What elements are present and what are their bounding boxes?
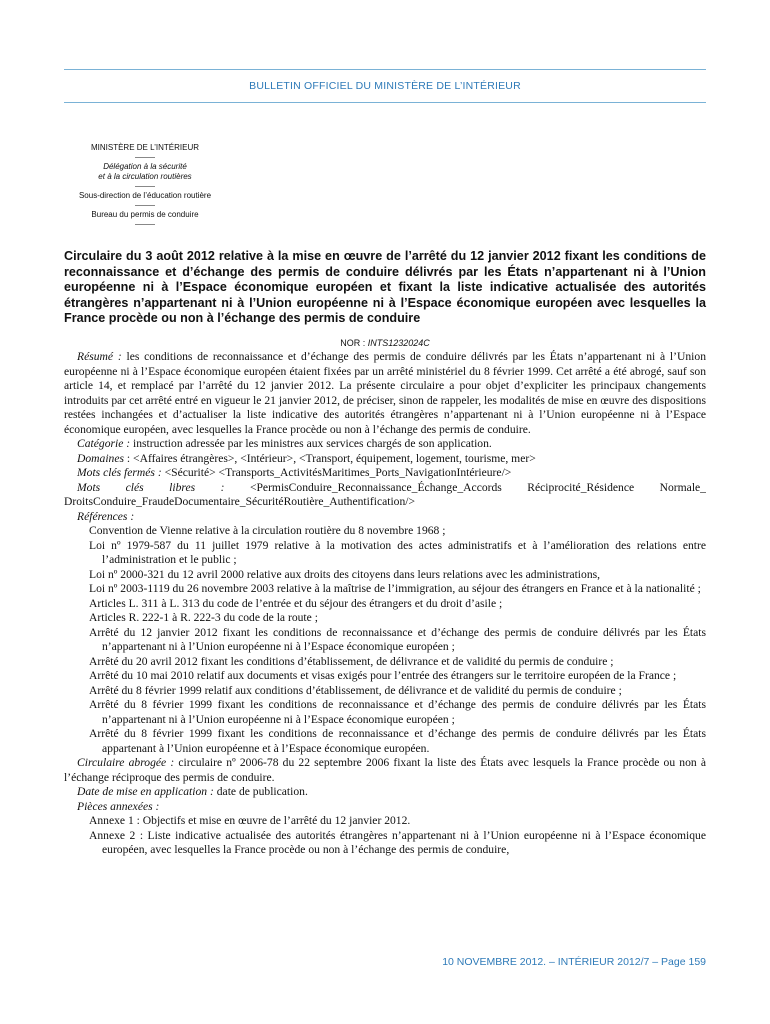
annexe-item: Annexe 2 : Liste indicative actualisée des autorités étrangères n’appartenant ni à l’Union européenne ni à l’Espace économique européen, avec lesquelles la France procède ou non à l’échange des permis de conduire, (89, 828, 706, 856)
mots-fermes-paragraph (64, 466, 706, 481)
reference-item: Arrêté du 8 février 1999 fixant les conditions de reconnaissance et d’échange des permis de conduire délivrés par les États appartenant à l’Union européenne et à l’Espace économique européen. (89, 727, 706, 755)
reference-item: Arrêté du 8 février 1999 fixant les conditions de reconnaissance et d’échange des permis de conduire délivrés par les États n’appartenant ni à l’Union européenne ni à l’Espace économique européen ; (89, 698, 706, 726)
circulaire-abrogee-paragraph (64, 756, 706, 785)
reference-item: Loi nº 2000-321 du 12 avril 2000 relative aux droits des citoyens dans leurs relations avec les administrations, (89, 567, 601, 581)
date-mise-label: Date de mise en application : (77, 785, 217, 798)
reference-item: Arrêté du 20 avril 2012 fixant les conditions d’établissement, de délivrance et de validité du permis de conduire ; (89, 654, 614, 668)
annexes-list (64, 814, 706, 858)
resume-label: Résumé : (77, 350, 127, 363)
resume-text: les conditions de reconnaissance et d’échange des permis de conduire délivrés par les États n’appartenant ni à l’Union européenne ni à l’Espace économique européen étaient fixées par un arrêté ministériel du 8 février 1999. Cet arrêté a été abrogé, sauf son article 14, et remplacé par l’arrêté du 12 janvier 2012. La présente circulaire a pour objet d’expliciter les principaux changements introduits par cet arrêté entré en vigueur le 21 janvier 2012, de préciser, sinon de rappeler, les modalités de mise en œuvre des dispositions restées inchangées et d’actualiser la liste indicative des autorités étrangères n’appartenant ni à l’Union européenne ni à l’Espace économique européen, avec lesquelles la France procède ou non à l’échange des permis de conduire. (64, 350, 706, 436)
date-mise-paragraph (64, 785, 706, 800)
separator (135, 186, 155, 187)
separator (135, 157, 155, 158)
separator (135, 224, 155, 225)
ministry-block (64, 143, 226, 229)
ministry-name: MINISTÈRE DE L’INTÉRIEUR (90, 143, 199, 152)
nor-label: NOR : (340, 338, 368, 348)
reference-item: Loi nº 1979-587 du 11 juillet 1979 relative à la motivation des actes administratifs et à l’amélioration des relations entre l’administration et le public ; (89, 538, 706, 566)
nor-value: INTS1232024C (367, 338, 430, 348)
mots-libres-paragraph (64, 481, 706, 510)
header-top-rule (64, 69, 706, 70)
subdirection: Sous-direction de l’éducation routière (78, 191, 212, 200)
reference-item: Articles R. 222-1 à R. 222-3 du code de la route ; (89, 611, 318, 624)
bulletin-header: BULLETIN OFFICIEL DU MINISTÈRE DE L’INTÉRIEUR (249, 80, 521, 92)
domaines-paragraph (64, 452, 706, 467)
reference-item: Convention de Vienne relative à la circulation routière du 8 novembre 1968 ; (89, 524, 446, 537)
mots-libres-text: <PermisConduire_Reconnaissance_Échange_Accords Réciprocité_Résidence Normale_ DroitsConduire_FraudeDocumentaire_SécuritéRoutière_Authentification/> (64, 480, 706, 508)
header-bottom-rule (64, 102, 706, 103)
bureau: Bureau du permis de conduire (91, 210, 199, 219)
document-title: Circulaire du 3 août 2012 relative à la mise en œuvre de l’arrêté du 12 janvier 2012 fixant les conditions de reconnaissance et d’échange des permis de conduire délivrés par les États n’appartenant ni à l’Union européenne ni à l’Espace économique européen et fixant la liste indicative actualisée des autorités étrangères n’appartenant ni à l’Union européenne ni à l’Espace économique européen avec lesquelles la France procède ou non à l’échange des permis de conduire (64, 249, 706, 325)
mots-libres-label: Mots clés libres : (77, 480, 250, 494)
references-label: Références : (77, 509, 135, 523)
separator (135, 205, 155, 206)
date-mise-text: date de publication. (216, 785, 308, 798)
circulaire-abrogee-label: Circulaire abrogée : (77, 756, 179, 769)
mots-fermes-label: Mots clés fermés : (77, 466, 165, 479)
references-list (64, 524, 706, 756)
nor-reference (64, 338, 706, 348)
resume-paragraph (64, 350, 706, 437)
domaines-text: : <Affaires étrangères>, <Intérieur>, <Transport, équipement, logement, tourisme, mer> (124, 451, 536, 465)
circulaire-abrogee-text: circulaire nº 2006-78 du 22 septembre 2006 fixant la liste des États avec lesquels la France procède ou non à l’échange réciproque des permis de conduire. (64, 756, 707, 784)
pieces-label: Pièces annexées : (77, 799, 160, 813)
delegation-line2: et à la circulation routières (98, 172, 192, 181)
reference-item: Arrêté du 12 janvier 2012 fixant les conditions de reconnaissance et d’échange des permis de conduire délivrés par les États n’appartenant ni à l’Union européenne ni à l’Espace économique européen ; (89, 625, 706, 653)
categorie-label: Catégorie : (77, 437, 134, 450)
categorie-paragraph (64, 437, 706, 452)
reference-item: Articles L. 311 à L. 313 du code de l’entrée et du séjour des étrangers et du droit d’asile ; (89, 596, 503, 610)
mots-fermes-text: <Sécurité> <Transports_ActivitésMaritimes_Ports_NavigationIntérieure/> (164, 466, 512, 479)
reference-item: Arrêté du 10 mai 2010 relatif aux documents et visas exigés pour l’entrée des étrangers sur le territoire européen de la France ; (89, 669, 677, 682)
domaines-label: Domaines (77, 451, 125, 465)
annexe-item: Annexe 1 : Objectifs et mise en œuvre de l’arrêté du 12 janvier 2012. (89, 814, 411, 827)
document-body (64, 350, 706, 858)
reference-item: Arrêté du 8 février 1999 relatif aux conditions d’établissement, de délivrance et de validité du permis de conduire ; (89, 683, 622, 697)
reference-item: Loi nº 2003-1119 du 26 novembre 2003 relative à la maîtrise de l’immigration, au séjour des étrangers en France et à la nationalité ; (89, 582, 701, 595)
delegation-line1: Délégation à la sécurité (103, 162, 187, 171)
categorie-text: instruction adressée par les ministres aux services chargés de son application. (133, 437, 492, 450)
page-footer: 10 NOVEMBRE 2012. – INTÉRIEUR 2012/7 – Page 159 (442, 956, 706, 968)
